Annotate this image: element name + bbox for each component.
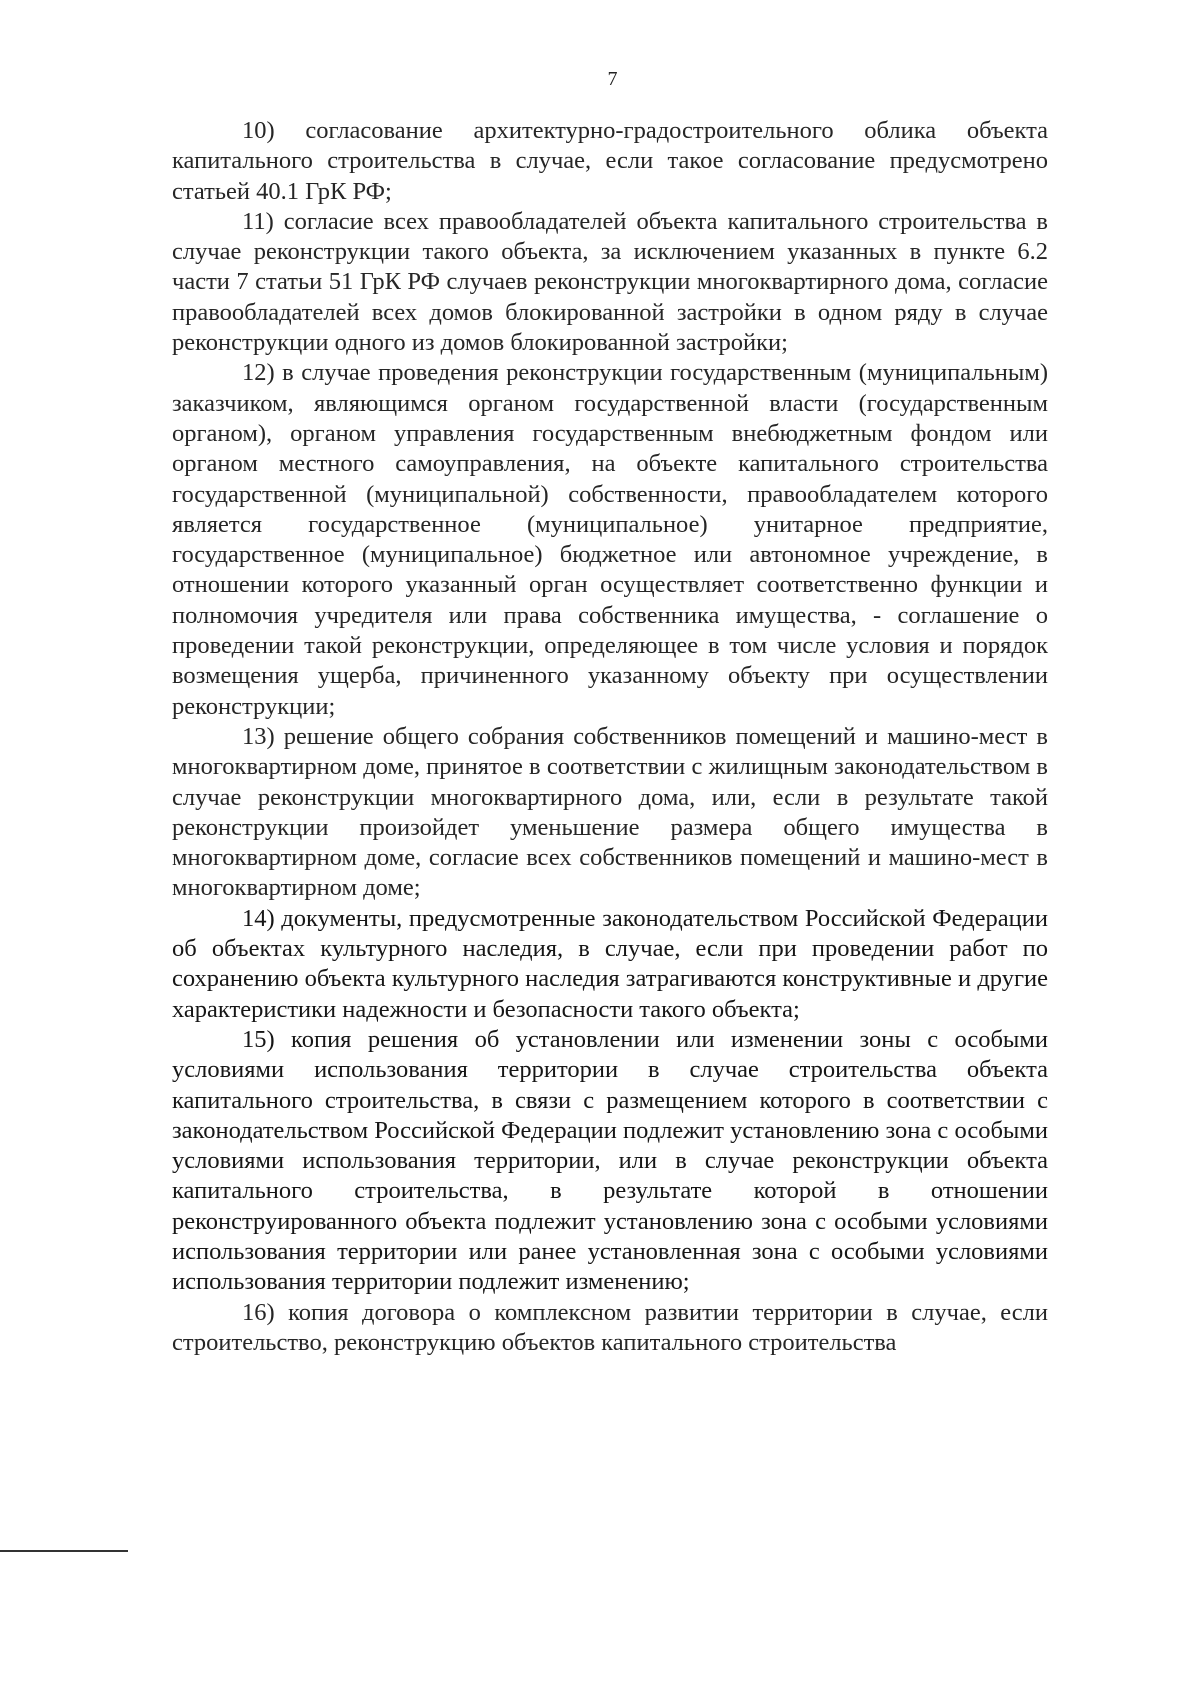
scan-edge-line: [0, 1550, 128, 1552]
page-number: 7: [607, 68, 618, 90]
paragraph-item-14: 14) документы, предусмотренные законодательством Российской Федерации об объектах культурного наследия, в случае, если при проведении работ по сохранению объекта культурного наследия затрагиваются конструктивные и другие характеристики надежности и безопасности такого объекта;: [172, 904, 1048, 1023]
paragraph-item-12: 12) в случае проведения реконструкции государственным (муниципальным) заказчиком, являющимся органом государственной власти (государственным органом), органом управления государственным внебюджетным фондом или органом местного самоуправления, на объекте капитального строительства государственной (муниципальной) собственности, правообладателем которого является государственное (муниципальное) унитарное предприятие, государственное (муниципальное) бюджетное или автономное учреждение, в отношении которого указанный орган осуществляет соответственно функции и полномочия учредителя или права собственника имущества, - соглашение о проведении такой реконструкции, определяющее в том числе условия и порядок возмещения ущерба, причиненного указанному объекту при осуществлении реконструкции;: [172, 359, 1048, 720]
paragraph-item-13: 13) решение общего собрания собственников помещений и машино-мест в многоквартирном доме, принятое в соответствии с жилищным законодательством в случае реконструкции многоквартирного дома, или, если в результате такой реконструкции произойдет уменьшение размера общего имущества в многоквартирном доме, согласие всех собственников помещений и машино-мест в многоквартирном доме;: [172, 722, 1048, 902]
paragraph-item-15: 15) копия решения об установлении или изменении зоны с особыми условиями использования территории в случае строительства объекта капитального строительства, в связи с размещением которого в соответствии с законодательством Российской Федерации подлежит установлению зона с особыми условиями использования территории, или в случае реконструкции объекта капитального строительства, в результате которой в отношении реконструированного объекта подлежит установлению зона с особыми условиями использования территории или ранее установленная зона с особыми условиями использования территории подлежит изменению;: [172, 1025, 1048, 1296]
paragraph-item-16: 16) копия договора о комплексном развитии территории в случае, если строительство, реконструкцию объектов капитального строительства: [172, 1298, 1048, 1356]
paragraph-item-11: 11) согласие всех правообладателей объекта капитального строительства в случае реконструкции такого объекта, за исключением указанных в пункте 6.2 части 7 статьи 51 ГрК РФ случаев реконструкции многоквартирного дома, согласие правообладателей всех домов блокированной застройки в одном ряду в случае реконструкции одного из домов блокированной застройки;: [172, 207, 1048, 357]
document-body: [172, 116, 1048, 1358]
paragraph-item-10: 10) согласование архитектурно-градостроительного облика объекта капитального строительства в случае, если такое согласование предусмотрено статьей 40.1 ГрК РФ;: [172, 117, 1048, 205]
